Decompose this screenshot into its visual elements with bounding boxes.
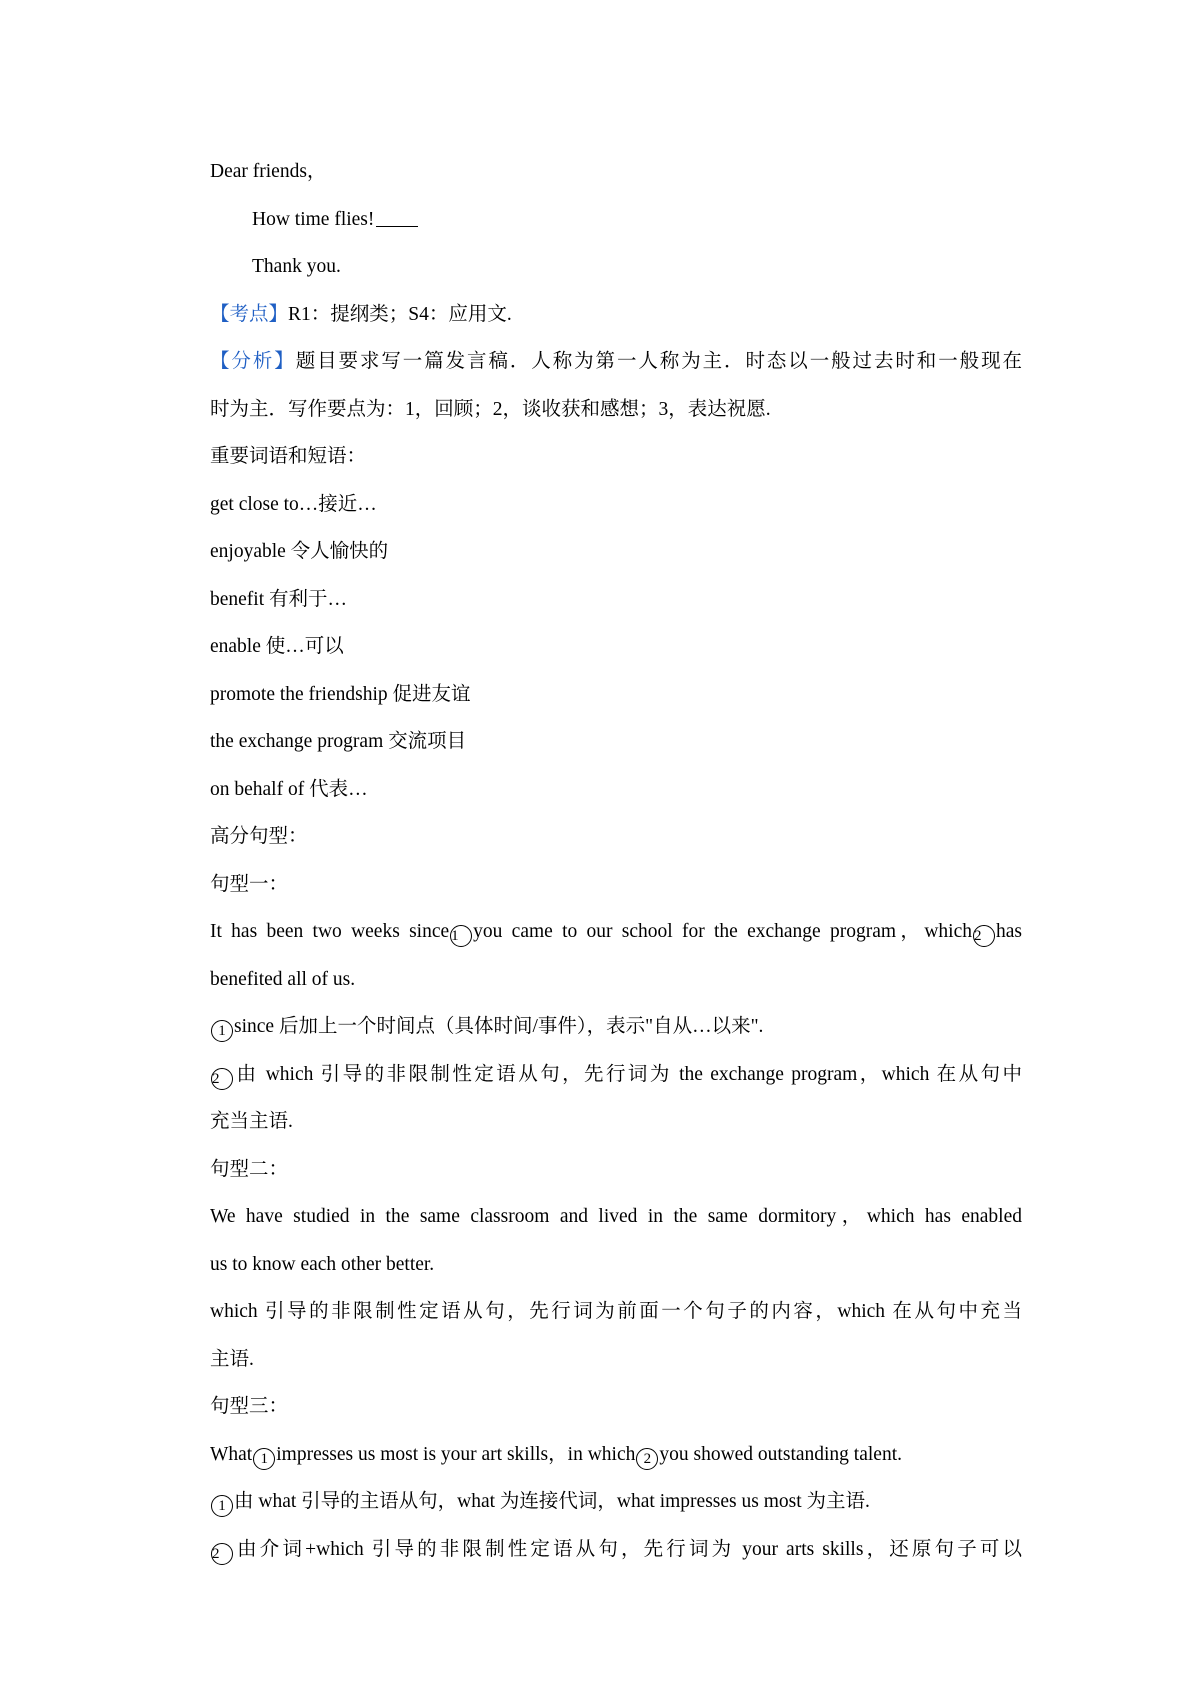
answer-blank <box>376 208 418 227</box>
vocab-item: enable 使…可以 <box>210 636 344 657</box>
circled-number: 2 <box>973 925 995 947</box>
kaodian-tag: 【考点】 <box>210 303 289 325</box>
circled-number: 2 <box>211 1543 233 1565</box>
pattern-2-note-line-1: which 引导的非限制性定语从句，先行词为前面一个句子的内容，which 在从句中充当 <box>210 1301 1022 1322</box>
fenxi-text-1: 题目要求写一篇发言稿．人称为第一人称为主．时态以一般过去时和一般现在 <box>295 351 1022 372</box>
note-text: 由 what 引导的主语从句，what 为连接代词，what impresses us most 为主语. <box>234 1491 870 1512</box>
vocab-item: enjoyable 令人愉快的 <box>210 541 389 562</box>
pattern-3-sentence <box>210 1431 1022 1479</box>
pattern-2-title: 句型二： <box>210 1158 289 1180</box>
fenxi-line-1 <box>210 338 1022 386</box>
kaodian-text: R1：提纲类；S4：应用文. <box>288 303 512 325</box>
vocab-item: promote the friendship 促进友谊 <box>210 683 471 705</box>
pattern-2-sentence-line-1: We have studied in the same classroom and lived in the same dormitory，which has enabled <box>210 1206 1022 1227</box>
circled-number: 2 <box>211 1068 233 1090</box>
circled-number: 1 <box>253 1448 275 1470</box>
kaodian-line <box>210 291 1022 339</box>
circled-number: 1 <box>211 1020 233 1042</box>
sentence-part: you showed outstanding talent. <box>659 1443 902 1465</box>
note-text: 由 which 引导的非限制性定语从句，先行词为 the exchange program，which 在从句中 <box>234 1063 1022 1085</box>
fenxi-tag: 【分析】 <box>210 351 296 372</box>
note-text: 由介词+which 引导的非限制性定语从句，先行词为 your arts skills，还原句子可以 <box>234 1538 1022 1560</box>
pattern-3-note-2 <box>210 1526 1022 1574</box>
pattern-1-note-2 <box>210 1051 1022 1099</box>
pattern-2-note-line-2: 主语. <box>210 1348 254 1370</box>
pattern-3-note-1 <box>210 1478 1022 1526</box>
patterns-heading: 高分句型： <box>210 826 308 847</box>
sentence-part: you came to our school for the exchange program，which <box>473 921 972 942</box>
sentence-part: What <box>210 1443 253 1465</box>
pattern-1-title: 句型一： <box>210 873 289 895</box>
circled-number: 1 <box>211 1495 233 1517</box>
sentence-part: has <box>996 921 1022 942</box>
pattern-1-sentence-line-1 <box>210 908 1022 956</box>
letter-greeting: Dear friends， <box>210 161 327 182</box>
sentence-part: impresses us most is your art skills，in which <box>276 1443 636 1465</box>
pattern-3-title: 句型三： <box>210 1396 289 1417</box>
note-text: since 后加上一个时间点（具体时间/事件），表示"自从…以来". <box>234 1016 764 1037</box>
vocab-item: on behalf of 代表… <box>210 778 368 800</box>
pattern-2-sentence-line-2: us to know each other better. <box>210 1253 435 1275</box>
sentence-part: It has been two weeks since <box>210 921 450 942</box>
pattern-1-sentence-line-2: benefited all of us. <box>210 968 356 990</box>
letter-opening-text: How time flies! <box>252 208 375 230</box>
vocab-item: benefit 有利于… <box>210 588 348 610</box>
pattern-1-note-1 <box>210 1003 1022 1051</box>
circled-number: 1 <box>450 925 472 947</box>
letter-opening <box>210 196 1022 244</box>
circled-number: 2 <box>636 1448 658 1470</box>
vocab-heading: 重要词语和短语： <box>210 446 367 467</box>
fenxi-line-2: 时为主．写作要点为：1，回顾；2，谈收获和感想；3，表达祝愿. <box>210 398 771 420</box>
document-page <box>210 148 1022 1573</box>
vocab-item: get close to…接近… <box>210 493 377 515</box>
vocab-item: the exchange program 交流项目 <box>210 731 467 752</box>
pattern-1-note-2-cont: 充当主语. <box>210 1111 293 1132</box>
letter-closing: Thank you. <box>252 256 341 277</box>
